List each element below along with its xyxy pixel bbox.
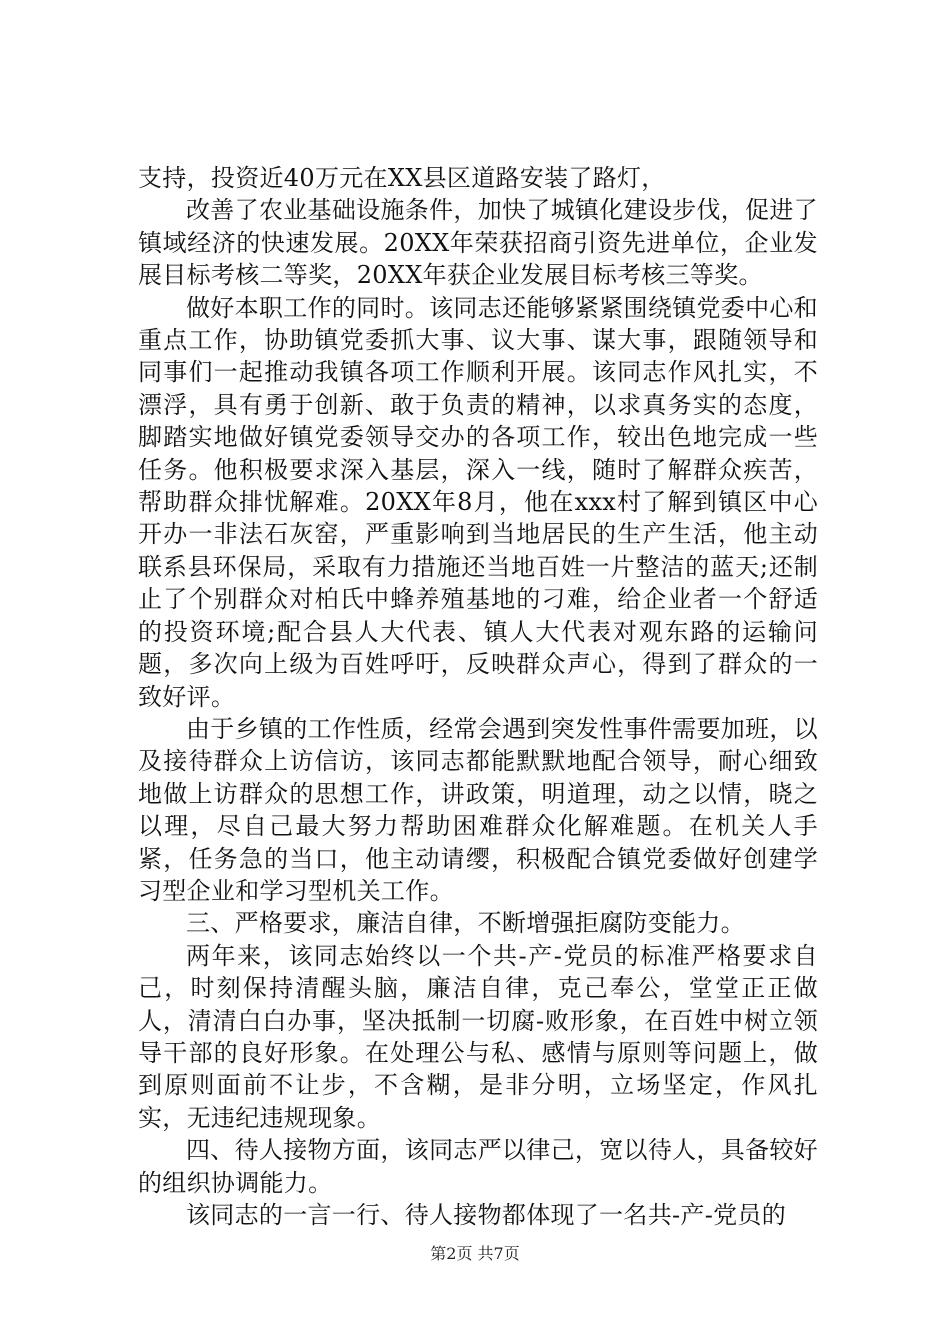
paragraph-4: 由于乡镇的工作性质，经常会遇到突发性事件需要加班，以及接待群众上访信访，该同志都能默默地配合领导，耐心细致地做上访群众的思想工作，讲政策，明道理，动之以情，晓之以理，尽自己最大努力帮助困难群众化解难题。在机关人手紧，任务急的当口，他主动请缨，积极配合镇党委做好创建学习型企业和学习型机关工作。	[138, 714, 818, 905]
document-body	[138, 162, 818, 1231]
paragraph-6: 两年来，该同志始终以一个共-产-党员的标准严格要求自己，时刻保持清醒头脑，廉洁自律，克己奉公，堂堂正正做人，清清白白办事，坚决抵制一切腐-败形象，在百姓中树立领导干部的良好形象。在处理公与私、感情与原则等问题上，做到原则面前不让步，不含糊，是非分明，立场坚定，作风扎实，无违纪违规现象。	[138, 941, 818, 1132]
paragraph-2: 改善了农业基础设施条件，加快了城镇化建设步伐，促进了镇域经济的快速发展。20XX年荣获招商引资先进单位，企业发展目标考核二等奖，20XX年获企业发展目标考核三等奖。	[138, 196, 818, 290]
page-number-footer: 第2页 共7页	[430, 1244, 520, 1263]
paragraph-8: 该同志的一言一行、待人接物都体现了一名共-产-党员的	[186, 1201, 787, 1229]
section-heading-4: 四、待人接物方面，该同志严以律己，宽以待人，具备较好的组织协调能力。	[138, 1136, 818, 1197]
section-heading-3: 三、严格要求，廉洁自律，不断增强拒腐防变能力。	[186, 909, 745, 938]
paragraph-1: 支持，投资近40万元在XX县区道路安装了路灯，	[138, 164, 666, 192]
paragraph-3: 做好本职工作的同时。该同志还能够紧紧围绕镇党委中心和重点工作，协助镇党委抓大事、议大事、谋大事，跟随领导和同事们一起推动我镇各项工作顺利开展。该同志作风扎实，不漂浮，具有勇于创新、敢于负责的精神，以求真务实的态度，脚踏实地做好镇党委领导交办的各项工作，较出色地完成一些任务。他积极要求深入基层，深入一线，随时了解群众疾苦，帮助群众排忧解难。20XX年8月，他在xxx村了解到镇区中心开办一非法石灰窑，严重影响到当地居民的生产生活，他主动联系县环保局，采取有力措施还当地百姓一片整洁的蓝天;还制止了个别群众对柏氏中蜂养殖基地的刁难，给企业者一个舒适的投资环境;配合县人大代表、镇人大代表对观东路的运输问题，多次向上级为百姓呼吁，反映群众声心，得到了群众的一致好评。	[138, 293, 818, 711]
